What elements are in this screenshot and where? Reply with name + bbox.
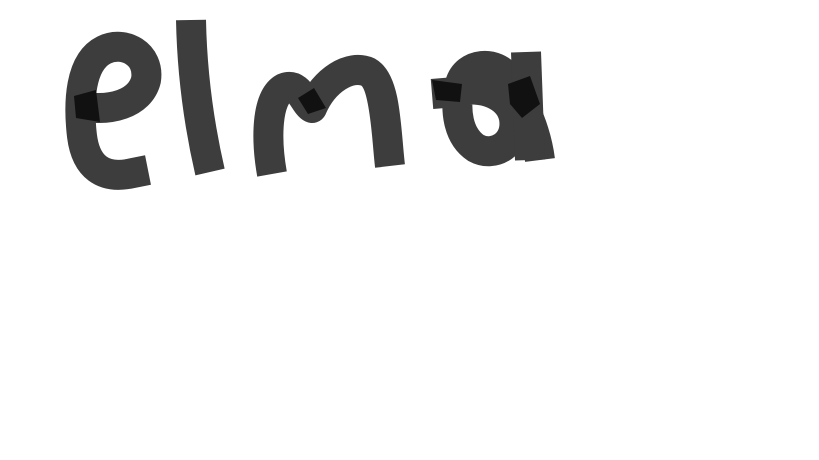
letter-m-stroke xyxy=(268,70,390,174)
letter-e-stroke xyxy=(74,47,148,175)
letter-l-stroke xyxy=(191,20,210,172)
letter-a-stroke xyxy=(432,52,540,160)
